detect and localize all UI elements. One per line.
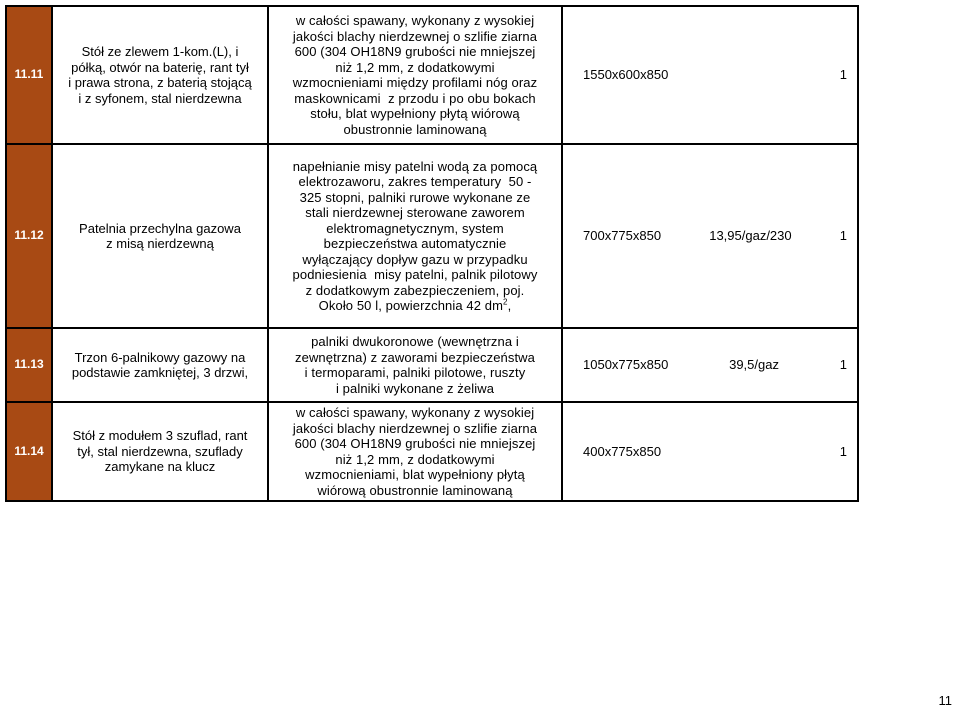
item-description-line: wiórową obustronnie laminowaną xyxy=(317,482,513,498)
item-name-line: z misą nierdzewną xyxy=(106,236,214,251)
item-description-line: stali nierdzewnej sterowane zaworem xyxy=(305,205,525,220)
table-row xyxy=(6,6,858,144)
item-specs xyxy=(562,402,858,501)
item-description-line: stołu, blat wypełniony płytą wiórową xyxy=(310,106,520,121)
page-number: 11 xyxy=(938,693,952,708)
item-description-line: 600 (304 OH18N9 grubości nie mniejszej xyxy=(294,436,536,451)
item-name xyxy=(52,144,268,328)
item-description-line: wzmocnieniami, blat wypełniony płytą xyxy=(305,467,525,482)
item-number: 11.13 xyxy=(6,328,52,402)
equipment-table xyxy=(5,5,859,502)
item-description-line: jakości blachy nierdzewnej o szlifie ziarna xyxy=(292,420,538,436)
item-description-line: w całości spawany, wykonany z wysokiej xyxy=(295,13,535,28)
item-specs xyxy=(562,328,858,402)
item-description-line: jakości blachy nierdzewnej o szlifie ziarna xyxy=(292,28,538,44)
item-description-line: bezpieczeństwa automatycznie xyxy=(323,236,507,251)
item-description xyxy=(268,144,562,328)
item-description xyxy=(268,402,562,501)
item-name-line: zamykane na klucz xyxy=(104,459,216,475)
specs-row xyxy=(569,228,851,244)
item-description-tail: , xyxy=(507,298,512,313)
table-row xyxy=(6,144,858,328)
item-description-line: wzmocnieniami między profilami nóg oraz xyxy=(292,75,538,90)
item-name-line: i z syfonem, stal nierdzewna xyxy=(78,90,242,106)
item-description-text: Około 50 l, powierzchnia 42 dm xyxy=(318,298,504,313)
item-description-line: obustronnie laminowaną xyxy=(343,121,487,137)
item-name-line: Stół ze zlewem 1-kom.(L), i xyxy=(81,44,239,59)
item-quantity: 1 xyxy=(839,67,847,83)
item-quantity: 1 xyxy=(839,228,847,244)
item-number: 11.12 xyxy=(6,144,52,328)
item-description-line: 325 stopni, palniki rurowe wykonane ze xyxy=(299,189,531,205)
item-number: 11.14 xyxy=(6,402,52,501)
item-name-line: podstawie zamkniętej, 3 drzwi, xyxy=(71,365,249,380)
item-dimensions: 1550x600x850 xyxy=(583,67,669,83)
item-description-line: podniesienia misy patelni, palnik pilotowy xyxy=(292,267,538,282)
item-specs xyxy=(562,144,858,328)
item-description-line: niż 1,2 mm, z dodatkowymi xyxy=(335,59,495,75)
item-description-line: wyłączający dopływ gazu w przypadku xyxy=(302,251,528,267)
item-description-line: palniki dwukoronowe (wewnętrzna i xyxy=(311,334,519,349)
specs-row xyxy=(569,357,851,373)
item-description-line: elektrozaworu, zakres temperatury 50 - xyxy=(298,174,532,189)
item-description-line xyxy=(275,298,555,314)
item-description-line: 600 (304 OH18N9 grubości nie mniejszej xyxy=(294,44,536,59)
item-name-line: półką, otwór na baterię, rant tył xyxy=(71,59,249,75)
item-description-line: i palniki wykonane z żeliwa xyxy=(335,380,495,396)
item-name xyxy=(52,402,268,501)
item-power: 39,5/gaz xyxy=(729,357,779,373)
table-row xyxy=(6,402,858,501)
item-name xyxy=(52,6,268,144)
item-name-line: i prawa strona, z baterią stojącą xyxy=(68,75,252,90)
superscript: 2 xyxy=(503,297,508,307)
table-body xyxy=(6,6,858,501)
item-name-line: Trzon 6-palnikowy gazowy na xyxy=(74,349,246,365)
item-power: 13,95/gaz/230 xyxy=(709,228,792,244)
item-description xyxy=(268,328,562,402)
item-name-line: Patelnia przechylna gazowa xyxy=(79,220,241,236)
item-description-line: zewnętrzna) z zaworami bezpieczeństwa xyxy=(295,349,535,365)
item-description-line: napełnianie misy patelni wodą za pomocą xyxy=(292,158,538,174)
item-description xyxy=(268,6,562,144)
item-description-line: w całości spawany, wykonany z wysokiej xyxy=(295,405,535,420)
item-name-line: tył, stal nierdzewna, szuflady xyxy=(77,443,243,459)
item-description-line: elektromagnetycznym, system xyxy=(326,220,504,236)
item-dimensions: 700x775x850 xyxy=(583,228,662,244)
item-description-line: maskownicami z przodu i po obu bokach xyxy=(294,90,536,106)
item-description-line: niż 1,2 mm, z dodatkowymi xyxy=(335,451,495,467)
item-dimensions: 400x775x850 xyxy=(583,443,662,459)
item-specs xyxy=(562,6,858,144)
item-name xyxy=(52,328,268,402)
item-description-line: i termoparami, palniki pilotowe, ruszty xyxy=(304,365,526,380)
item-quantity: 1 xyxy=(839,357,847,373)
item-number: 11.11 xyxy=(6,6,52,144)
specs-row xyxy=(569,67,851,83)
item-name-line: Stół z modułem 3 szuflad, rant xyxy=(72,428,248,444)
specs-row xyxy=(569,444,851,460)
table-row xyxy=(6,328,858,402)
item-dimensions: 1050x775x850 xyxy=(583,357,669,373)
item-quantity: 1 xyxy=(839,443,847,459)
item-description-line: z dodatkowym zabezpieczeniem, poj. xyxy=(305,282,525,298)
